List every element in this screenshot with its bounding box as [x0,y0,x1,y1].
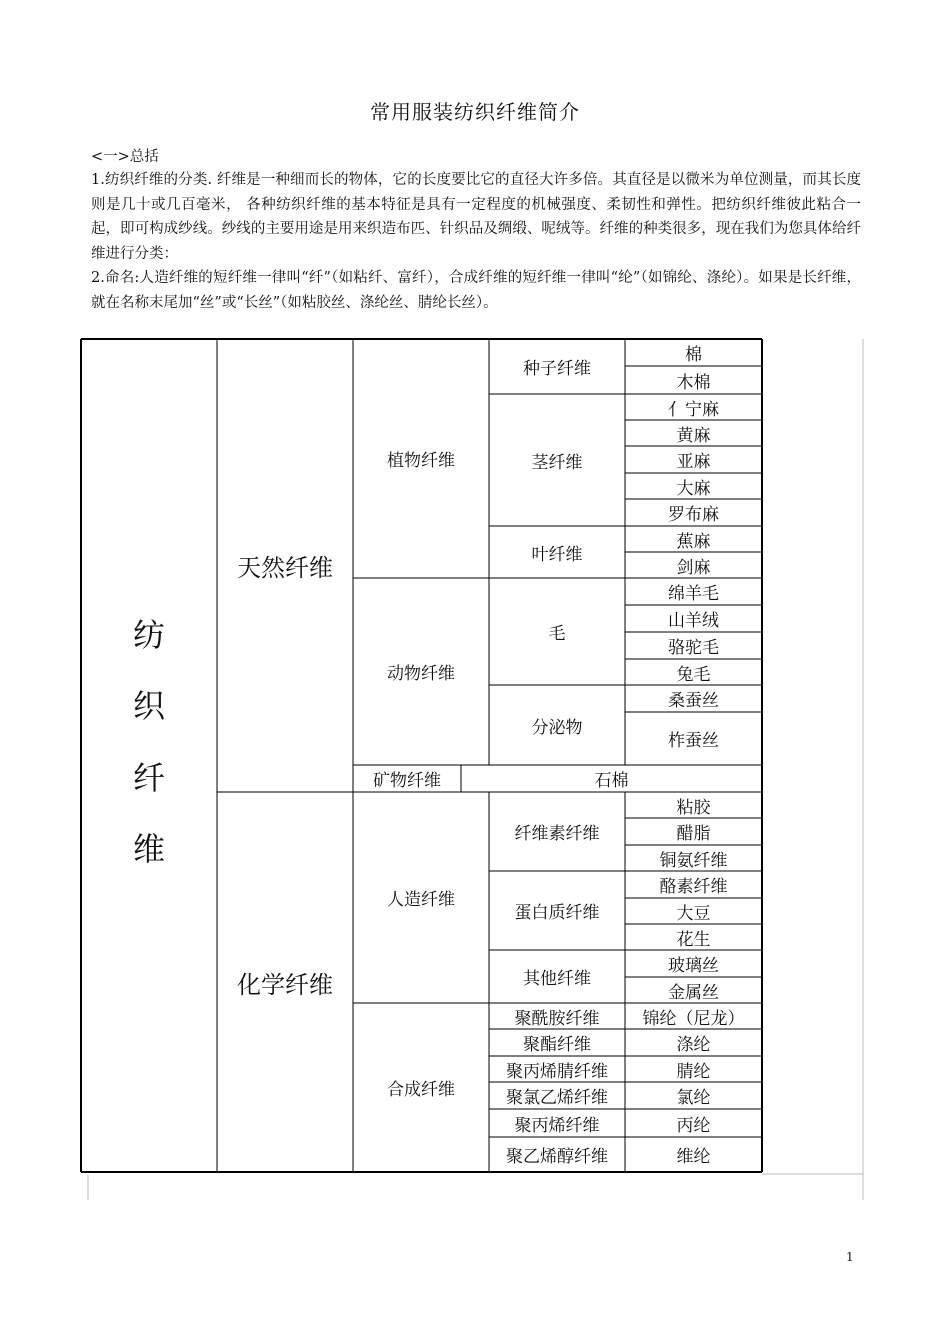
fiber-item: 桑蚕丝 [668,691,719,711]
asbestos-item: 石棉 [594,771,629,791]
fiber-item: 亻宁麻 [668,399,719,420]
plant-fiber-label: 植物纤维 [387,451,455,471]
seed-fiber-label: 种子纤维 [523,359,591,379]
root-char-2: 织 [132,687,165,726]
synthetic-row-name: 聚酯纤维 [523,1035,591,1055]
fiber-item: 剑麻 [676,557,711,578]
root-char-1: 纺 [132,616,165,654]
fiber-item: 腈纶 [676,1061,711,1082]
chemical-fiber-label: 化学纤维 [237,970,333,999]
fiber-item: 蕉麻 [676,531,711,552]
fiber-item: 锦纶（尼龙） [642,1008,745,1029]
hair-fiber-label: 毛 [548,624,566,644]
fiber-item: 柞蚕丝 [668,731,719,751]
root-fiber-label [82,610,216,870]
fiber-item: 黄麻 [676,425,711,446]
fiber-item: 酪素纤维 [659,877,728,897]
fiber-item: 大豆 [676,903,711,924]
leaf-fiber-label: 叶纤维 [531,544,583,565]
fiber-item: 金属丝 [668,982,719,1003]
paragraph-classification: 1.纺织纤维的分类. 纤维是一种细而长的物体，它的长度要比它的直径大许多倍。其直径是以微米为单位测量，而其长度则是几十或几百毫米， 各种纺织纤维的基本特征是具有一定程度的机械强度、柔韧性和弹性。把纺织纤维彼此粘合一起，即可构成纱线。纱线的主要用途是用来织造布匹、针织品及绸缎、呢绒等。纤维的种类很多，现在我们为您具体给纤维进行分类： [91,172,861,262]
secretion-fiber-label: 分泌物 [531,717,583,738]
stem-fiber-label: 茎纤维 [531,452,583,473]
fiber-item: 骆驼毛 [668,638,719,658]
synthetic-fiber-label: 合成纤维 [387,1080,455,1100]
synthetic-row-name: 聚氯乙烯纤维 [506,1088,608,1108]
paragraph-naming: 2.命名:人造纤维的短纤维一律叫“纤”（如粘纤、富纤），合成纤维的短纤维一律叫“纶”（如锦纶、涤纶）。如果是长纤维，就在名称末尾加“丝”或“长丝”（如粘胶丝、涤纶丝、腈纶长丝）。 [91,270,861,311]
animal-fiber-label: 动物纤维 [387,664,455,684]
page-title: 常用服装纺织纤维简介 [370,100,580,124]
fiber-item: 涤纶 [676,1035,711,1055]
fiber-item: 丙纶 [676,1115,711,1136]
fiber-item: 铜氨纤维 [659,850,728,871]
protein-fiber-label: 蛋白质纤维 [514,903,600,923]
fiber-item: 玻璃丝 [668,956,719,976]
root-char-4: 维 [132,829,165,868]
synthetic-row-name: 聚酰胺纤维 [514,1008,600,1029]
fiber-item: 维纶 [676,1147,711,1167]
synthetic-row-name: 聚乙烯醇纤维 [506,1147,608,1167]
fiber-item: 罗布麻 [668,505,719,525]
cellulose-fiber-label: 纤维素纤维 [514,824,600,844]
fiber-item: 绵羊毛 [668,584,719,604]
natural-fiber-label: 天然纤维 [237,554,333,582]
manmade-fiber-label: 人造纤维 [387,890,455,910]
fiber-item: 兔毛 [676,664,711,685]
fiber-item: 棉 [685,345,702,365]
synthetic-row-name: 聚丙烯纤维 [514,1115,600,1136]
fiber-item: 氯纶 [676,1088,711,1108]
fiber-item: 大麻 [676,478,711,499]
fiber-item: 粘胶 [676,797,711,818]
fiber-item: 山羊绒 [668,611,719,631]
other-fiber-label: 其他纤维 [523,969,591,989]
page-number: 1 [846,1250,854,1264]
fiber-item: 花生 [676,929,711,950]
fiber-item: 木棉 [676,372,711,393]
mineral-fiber-label: 矿物纤维 [373,771,441,791]
synthetic-row-name: 聚丙烯腈纤维 [506,1061,608,1082]
section-heading: <一>总括 [91,149,159,165]
fiber-item: 醋脂 [676,824,711,844]
fiber-item: 亚麻 [676,452,711,472]
root-char-3: 纤 [132,758,165,797]
